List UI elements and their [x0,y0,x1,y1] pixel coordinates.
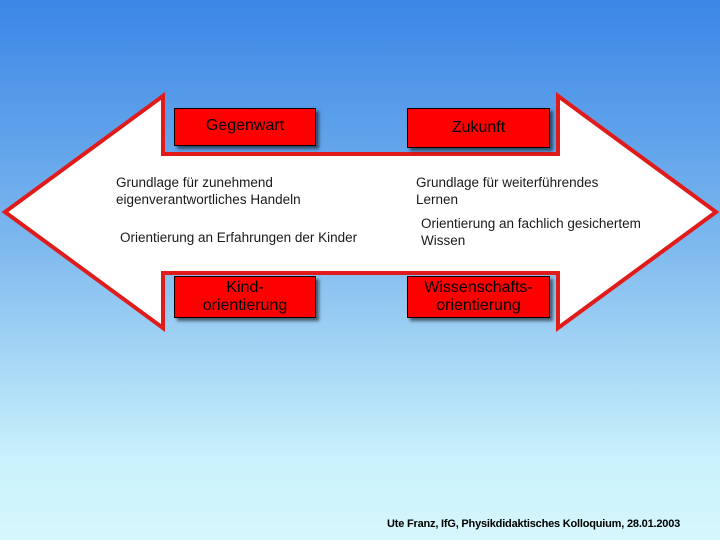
slide-footer: Ute Franz, IfG, Physikdidaktisches Kolloquium, 28.01.2003 [387,518,681,530]
right-point-2: Orientierung an fachlich gesichertem Wissen [421,216,641,248]
wissenschaftsorientierung-label: Wissenschafts- orientierung [424,279,533,314]
gegenwart-box [174,108,316,146]
double-arrow-shape [5,96,716,328]
zukunft-box [407,108,550,148]
left-point-1: Grundlage für zunehmend eigenverantwortliches Handeln [116,175,301,207]
zukunft-label: Zukunft [451,119,506,136]
kindorientierung-label: Kind- orientierung [202,279,288,314]
wissenschaftsorientierung-box [407,276,550,318]
kindorientierung-box [174,276,316,318]
right-point-1: Grundlage für weiterführendes Lernen [416,175,599,207]
gegenwart-label: Gegenwart [205,117,285,134]
left-point-2: Orientierung an Erfahrungen der Kinder [120,230,358,245]
